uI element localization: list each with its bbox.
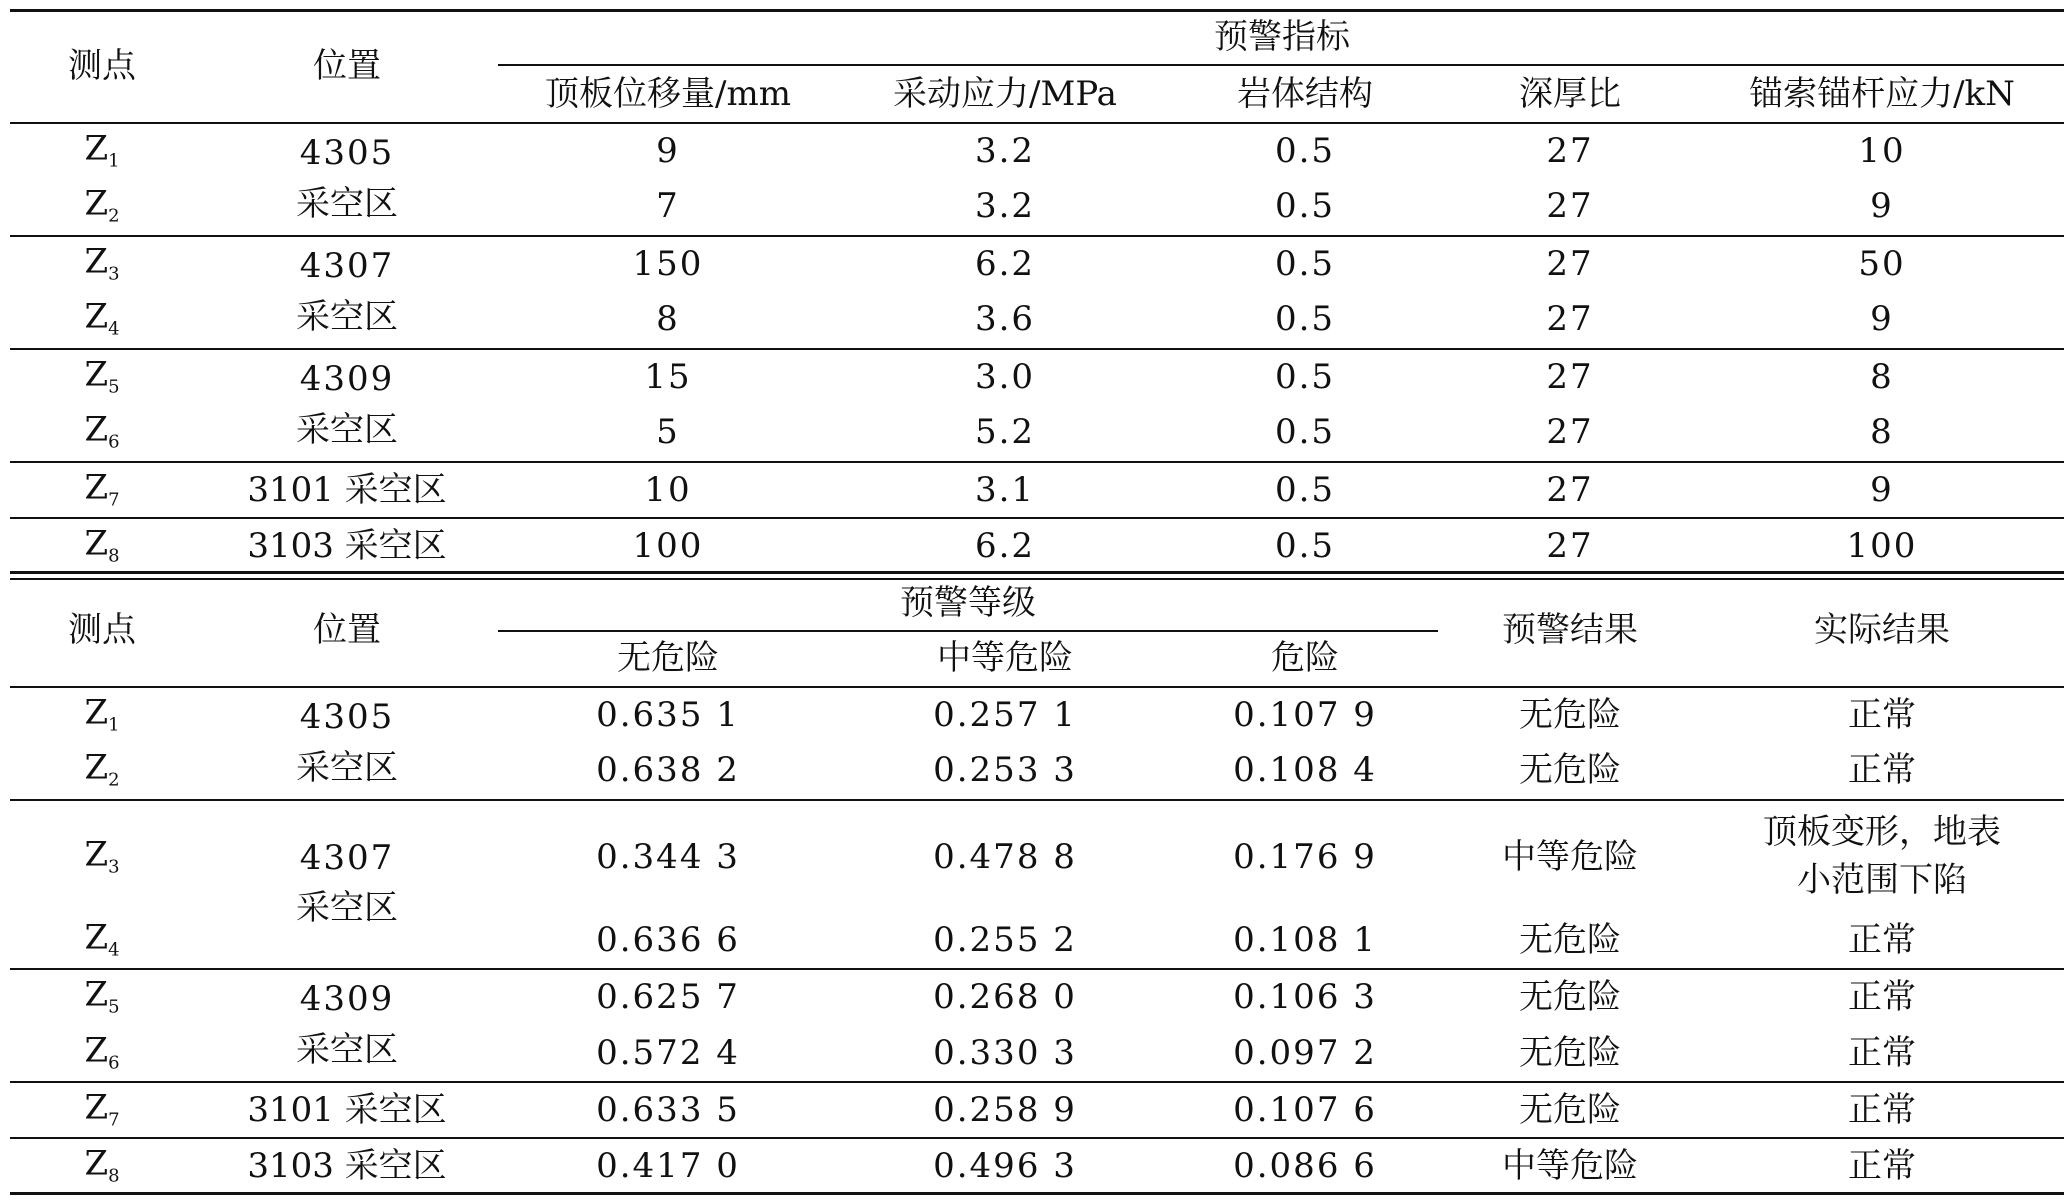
table1-cell: 27 bbox=[1546, 357, 1594, 397]
table2-result: 无危险 bbox=[1519, 977, 1621, 1017]
table1-cell: 5.2 bbox=[974, 412, 1036, 452]
table1-cell: 100 bbox=[632, 526, 704, 566]
table1-point: $Z_3$ bbox=[84, 241, 120, 285]
table1-cell: 27 bbox=[1546, 186, 1594, 226]
table2-cell: 0.633 5 bbox=[596, 1090, 740, 1130]
table1-cell: 0.5 bbox=[1274, 357, 1336, 397]
table2-point: $Z_8$ bbox=[84, 1143, 120, 1187]
table2-point: $Z_3$ bbox=[84, 834, 120, 878]
table1-cell: 8 bbox=[1870, 357, 1894, 397]
table2-cell: 0.108 4 bbox=[1233, 750, 1377, 790]
table1-point: $Z_6$ bbox=[84, 409, 120, 453]
table1-cell: 0.5 bbox=[1274, 131, 1336, 171]
header-actual-result: 实际结果 bbox=[1814, 610, 1950, 650]
table2-cell: 0.253 3 bbox=[933, 750, 1077, 790]
table2-header-rule bbox=[10, 686, 2064, 688]
table1-cell: 6.2 bbox=[974, 526, 1036, 566]
table2-cell: 0.106 3 bbox=[1233, 977, 1377, 1017]
table2-point: $Z_7$ bbox=[84, 1087, 120, 1131]
table2-cell: 0.176 9 bbox=[1233, 837, 1377, 877]
table2-cell: 0.086 6 bbox=[1233, 1146, 1377, 1186]
table2-row-divider bbox=[10, 1137, 2064, 1139]
table2-cell: 0.258 9 bbox=[933, 1090, 1077, 1130]
table2-cell: 0.255 2 bbox=[933, 920, 1077, 960]
table1-location: 采空区 bbox=[296, 297, 398, 337]
table2-cell: 0.108 1 bbox=[1233, 920, 1377, 960]
table2-location: 4309 bbox=[299, 979, 395, 1019]
table2-point: $Z_1$ bbox=[84, 692, 120, 736]
table2-point: $Z_6$ bbox=[84, 1030, 120, 1074]
table1-cell: 0.5 bbox=[1274, 244, 1336, 284]
table2-actual-line2: 小范围下陷 bbox=[1797, 860, 1967, 900]
table2-actual: 正常 bbox=[1848, 1033, 1916, 1073]
table2-cell: 0.344 3 bbox=[596, 837, 740, 877]
table2-cell: 0.417 0 bbox=[596, 1146, 740, 1186]
table1-location: 3103 采空区 bbox=[247, 526, 447, 566]
table2-point: $Z_4$ bbox=[84, 917, 120, 961]
table1-cell: 100 bbox=[1846, 526, 1918, 566]
table1-cell: 10 bbox=[1858, 131, 1906, 171]
table2-actual: 正常 bbox=[1848, 695, 1916, 735]
table2-cell: 0.625 7 bbox=[596, 977, 740, 1017]
table2-result: 无危险 bbox=[1519, 1033, 1621, 1073]
table1-cell: 27 bbox=[1546, 244, 1594, 284]
table1-cell: 27 bbox=[1546, 470, 1594, 510]
table1-cell: 0.5 bbox=[1274, 470, 1336, 510]
table2-cell: 0.496 3 bbox=[933, 1146, 1077, 1186]
table2-row-divider bbox=[10, 799, 2064, 801]
table2-result: 中等危险 bbox=[1502, 1146, 1638, 1186]
table2-bottom-rule bbox=[10, 1192, 2064, 1195]
table1-cell: 8 bbox=[1870, 412, 1894, 452]
table1-bottom-rule bbox=[10, 571, 2064, 574]
table2-group-rule bbox=[498, 630, 1438, 632]
table1-cell: 7 bbox=[656, 186, 680, 226]
table2-cell: 0.330 3 bbox=[933, 1033, 1077, 1073]
table1-cell: 3.2 bbox=[974, 131, 1036, 171]
table1-cell: 9 bbox=[1870, 470, 1894, 510]
table1-cell: 0.5 bbox=[1274, 186, 1336, 226]
table1-location: 4307 bbox=[299, 246, 395, 286]
table1-row-divider bbox=[10, 348, 2064, 350]
table2-row-divider bbox=[10, 968, 2064, 970]
table1-cell: 50 bbox=[1858, 244, 1906, 284]
table2-cell: 0.572 4 bbox=[596, 1033, 740, 1073]
table1-point: $Z_1$ bbox=[84, 128, 120, 172]
table2-cell: 0.635 1 bbox=[596, 695, 740, 735]
table1-location: 采空区 bbox=[296, 410, 398, 450]
table1-cell: 6.2 bbox=[974, 244, 1036, 284]
table2-actual: 正常 bbox=[1848, 1090, 1916, 1130]
table1-cell: 3.6 bbox=[974, 299, 1036, 339]
header-mining-stress: 采动应力/MPa bbox=[893, 74, 1117, 114]
table2-cell: 0.107 9 bbox=[1233, 695, 1377, 735]
table1-cell: 9 bbox=[1870, 186, 1894, 226]
table2-location: 4307 bbox=[299, 838, 395, 878]
table1-cell: 3.2 bbox=[974, 186, 1036, 226]
table2-result: 无危险 bbox=[1519, 1090, 1621, 1130]
table1-point: $Z_2$ bbox=[84, 183, 120, 227]
header-point: 测点 bbox=[68, 610, 136, 650]
table1-point: $Z_5$ bbox=[84, 354, 120, 398]
table1-row-divider bbox=[10, 517, 2064, 519]
table1-group-rule bbox=[498, 64, 2064, 66]
table2-location: 3103 采空区 bbox=[247, 1146, 447, 1186]
table1-cell: 9 bbox=[656, 131, 680, 171]
table2-location: 采空区 bbox=[296, 1030, 398, 1070]
header-no-danger: 无危险 bbox=[617, 638, 719, 678]
table2-cell: 0.478 8 bbox=[933, 837, 1077, 877]
table2-result: 无危险 bbox=[1519, 920, 1621, 960]
table1-header-rule bbox=[10, 122, 2064, 124]
table1-cell: 15 bbox=[644, 357, 692, 397]
header-indicator-group: 预警指标 bbox=[1214, 17, 1350, 57]
table1-cell: 27 bbox=[1546, 526, 1594, 566]
header-location: 位置 bbox=[313, 46, 381, 86]
table2-actual: 正常 bbox=[1848, 977, 1916, 1017]
header-roof-displacement: 顶板位移量/mm bbox=[545, 74, 791, 114]
table2-location: 3101 采空区 bbox=[247, 1090, 447, 1130]
table2-cell: 0.097 2 bbox=[1233, 1033, 1377, 1073]
header-moderate-danger: 中等危险 bbox=[937, 638, 1073, 678]
table1-cell: 9 bbox=[1870, 299, 1894, 339]
table2-location: 4305 bbox=[299, 697, 395, 737]
table2-location: 采空区 bbox=[296, 888, 398, 928]
table1-cell: 0.5 bbox=[1274, 299, 1336, 339]
table1-point: $Z_4$ bbox=[84, 296, 120, 340]
table2-actual: 正常 bbox=[1848, 920, 1916, 960]
table2-point: $Z_5$ bbox=[84, 974, 120, 1018]
table1-cell: 27 bbox=[1546, 299, 1594, 339]
table1-point: $Z_8$ bbox=[84, 523, 120, 567]
table1-cell: 10 bbox=[644, 470, 692, 510]
table2-row-divider bbox=[10, 1081, 2064, 1083]
table1-row-divider bbox=[10, 461, 2064, 463]
table2-actual: 正常 bbox=[1848, 1146, 1916, 1186]
table1-cell: 3.1 bbox=[974, 470, 1036, 510]
table1-top-rule bbox=[10, 9, 2064, 12]
table1-location: 4309 bbox=[299, 359, 395, 399]
table2-point: $Z_2$ bbox=[84, 747, 120, 791]
table2-result: 无危险 bbox=[1519, 750, 1621, 790]
table2-actual: 顶板变形，地表 bbox=[1763, 812, 2001, 852]
table2-cell: 0.268 0 bbox=[933, 977, 1077, 1017]
table1-cell: 27 bbox=[1546, 412, 1594, 452]
table1-cell: 0.5 bbox=[1274, 412, 1336, 452]
table1-row-divider bbox=[10, 235, 2064, 237]
table1-location: 3101 采空区 bbox=[247, 470, 447, 510]
table1-cell: 5 bbox=[656, 412, 680, 452]
table2-result: 无危险 bbox=[1519, 695, 1621, 735]
table2-cell: 0.107 6 bbox=[1233, 1090, 1377, 1130]
table2-result: 中等危险 bbox=[1502, 837, 1638, 877]
header-location: 位置 bbox=[313, 610, 381, 650]
table1-cell: 0.5 bbox=[1274, 526, 1336, 566]
header-danger: 危险 bbox=[1271, 638, 1339, 678]
table1-point: $Z_7$ bbox=[84, 467, 120, 511]
header-depth-ratio: 深厚比 bbox=[1519, 74, 1621, 114]
table1-location: 采空区 bbox=[296, 184, 398, 224]
table2-location: 采空区 bbox=[296, 748, 398, 788]
table2-cell: 0.636 6 bbox=[596, 920, 740, 960]
table2-top-rule bbox=[10, 578, 2064, 580]
header-warning-result: 预警结果 bbox=[1502, 610, 1638, 650]
table1-location: 4305 bbox=[299, 133, 395, 173]
table1-cell: 150 bbox=[632, 244, 704, 284]
header-rock-structure: 岩体结构 bbox=[1237, 74, 1373, 114]
table1-cell: 8 bbox=[656, 299, 680, 339]
table1-cell: 27 bbox=[1546, 131, 1594, 171]
header-anchor-stress: 锚索锚杆应力/kN bbox=[1749, 74, 2015, 114]
table2-actual: 正常 bbox=[1848, 750, 1916, 790]
table2-cell: 0.638 2 bbox=[596, 750, 740, 790]
table1-cell: 3.0 bbox=[974, 357, 1036, 397]
header-point: 测点 bbox=[68, 46, 136, 86]
header-level-group: 预警等级 bbox=[900, 583, 1036, 623]
table2-cell: 0.257 1 bbox=[933, 695, 1077, 735]
